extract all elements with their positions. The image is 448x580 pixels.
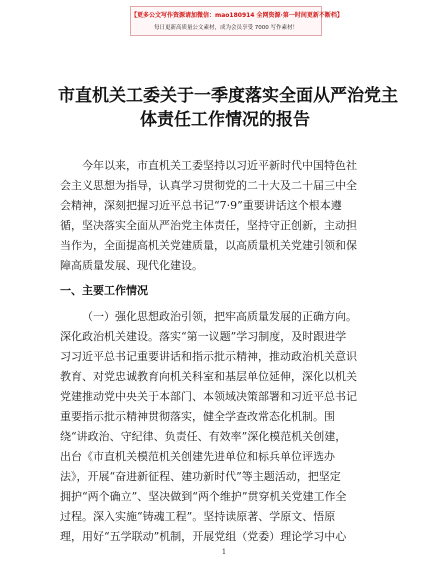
section-line: 拥护“两个确立”、坚决做到“两个维护”贯穿机关党建工作全 — [60, 490, 347, 503]
section-line: 重要指示批示精神贯彻落实，健全学查改常态化机制。围 — [60, 410, 335, 423]
section-line: （一）强化思想政治引领，把牢高质量发展的正确方向。 — [82, 310, 357, 323]
section-line: 党建推动党中央关于本部门、本领域决策部署和习近平总书记 — [60, 390, 357, 403]
section-line: 习习近平总书记重要讲话和指示批示精神，推动政治机关意识 — [60, 350, 357, 363]
section-heading: 一、主要工作情况 — [60, 284, 148, 297]
promo-banner-line-1: 【更多公文写作资源请加微信：mao180914 全网资源·第一时间更新不断档】 — [131, 12, 343, 19]
intro-line: 循，坚决落实全面从严治党主体责任，坚持守正创新，主动担 — [60, 219, 357, 232]
page-number: 1 — [221, 548, 227, 556]
intro-line: 障高质量发展、现代化建设。 — [60, 259, 203, 272]
intro-line: 今年以来，市直机关工委坚持以习近平新时代中国特色社 — [82, 159, 357, 172]
section-line: 理，用好“五学联动”机制，开展党组（党委）理论学习中心 — [60, 530, 347, 543]
section-line: 绕“讲政治、守纪律、负责任、有效率”深化模范机关创建， — [60, 430, 347, 443]
section-line: 过程。深入实施“铸魂工程”。坚持读原著、学原文、悟原 — [60, 510, 336, 523]
document-title-line-2: 体责任工作情况的报告 — [140, 110, 310, 130]
intro-line: 会精神，深刻把握习近平总书记“7·9”重要讲话这个根本遵 — [60, 199, 342, 212]
promo-banner-line-2: 每日更新高质量公文素材，成为会员享受 7000 写作素材！ — [154, 25, 298, 31]
section-line: 出台《市直机关模范机关创建先进单位和标兵单位评选办 — [60, 450, 335, 463]
section-line: 教育、对党忠诚教育向机关科室和基层单位延伸，深化以机关 — [60, 370, 357, 383]
section-line: 深化政治机关建设。落实“第一议题”学习制度，及时跟进学 — [60, 330, 347, 343]
intro-line: 当作为，全面提高机关党建质量，以高质量机关党建引领和保 — [60, 239, 357, 252]
document-title-line-1: 市直机关工委关于一季度落实全面从严治党主 — [58, 86, 398, 106]
section-line: 法》，开展“奋进新征程、建功新时代”等主题活动，把坚定 — [60, 470, 341, 483]
promo-banner[interactable] — [130, 6, 343, 36]
intro-line: 会主义思想为指导，认真学习贯彻党的二十大及二十届三中全 — [60, 179, 357, 192]
